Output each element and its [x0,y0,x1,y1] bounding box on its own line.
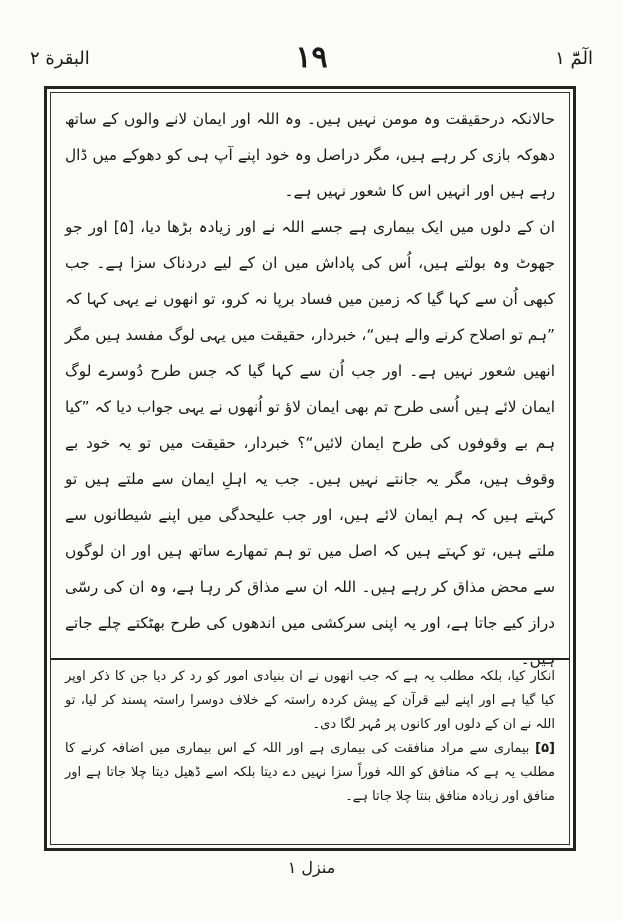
page-number: ۱۹ [295,40,328,75]
page-header [30,40,593,84]
footnote-5 [65,737,555,809]
footnote-divider [51,658,569,660]
translation-paragraph-2: ان کے دلوں میں ایک بیماری ہے جسے اللہ نے اور زیادہ بڑھا دیا، [۵] اور جو جھوٹ وہ بولتے ہیں، اُس کی پاداش میں ان کے لیے دردناک سزا ہے۔ جب کبھی اُن سے کہا گیا کہ زمین میں فساد برپا نہ کرو، تو انھوں نے یہی کہا کہ ”ہم تو اصلاح کرنے والے ہیں“، خبردار، حقیقت میں یہی لوگ مفسد ہیں مگر انھیں شعور نہیں ہے۔ اور جب اُن سے کہا گیا کہ جس طرح دُوسرے لوگ ایمان لائے ہیں اُسی طرح تم بھی ایمان لاؤ تو اُنھوں نے یہی جواب دیا کہ ”کیا ہم بے وقوفوں کی طرح ایمان لائیں“؟ خبردار، حقیقت میں تو یہ خود بے وقوف ہیں، مگر یہ جانتے نہیں ہیں۔ جب یہ اہلِ ایمان سے ملتے ہیں تو کہتے ہیں کہ ہم ایمان لائے ہیں، اور جب علیحدگی میں اپنے شیطانوں سے ملتے ہیں، تو کہتے ہیں کہ اصل میں تو ہم تمھارے ساتھ ہیں اور ان لوگوں سے محض مذاق کر رہے ہیں۔ اللہ ان سے مذاق کر رہا ہے، وہ ان کی رسّی دراز کیے جاتا ہے، اور یہ اپنی سرکشی میں اندھوں کی طرح بھٹکتے چلے جاتے ہیں۔ [65,218,555,668]
translation-paragraph-1: حالانکہ درحقیقت وہ مومن نہیں ہیں۔ وہ اللہ اور ایمان لانے والوں کے ساتھ دھوکہ بازی کر رہے ہیں، مگر دراصل وہ خود اپنے آپ ہی کو دھوکے میں ڈال رہے ہیں اور انہیں اس کا شعور نہیں ہے۔ [65,110,555,200]
translation-text [65,101,555,668]
manzil-label: منزل ۱ [287,858,336,877]
page-frame [44,86,576,851]
page-frame-inner [50,92,570,845]
surah-name: البقرة ۲ [30,48,90,69]
footnote-continuation: انکار کیا، بلکہ مطلب یہ ہے کہ جب انھوں نے ان بنیادی امور کو رد کر دیا جن کا ذکر اوپر کیا گیا ہے اور اپنے لیے قرآن کے پیش کردہ راستہ کے خلاف دوسرا راستہ پسند کر لیا، تو اللہ نے ان کے دلوں اور کانوں پر مُہر لگا دی۔ [65,669,555,732]
footnote-5-text: بیماری سے مراد منافقت کی بیماری ہے اور اللہ کے اس بیماری میں اضافہ کرنے کا مطلب یہ ہے کہ منافق کو اللہ فوراً سزا نہیں دے دیتا بلکہ اسے ڈھیل دیتا چلا جاتا ہے اور منافق اور زیادہ منافق بنتا چلا جاتا ہے۔ [65,741,555,804]
para-name: الٓمّٓ ۱ [555,48,593,69]
footnote-marker: [۵] [535,741,555,756]
footnotes [65,665,555,809]
